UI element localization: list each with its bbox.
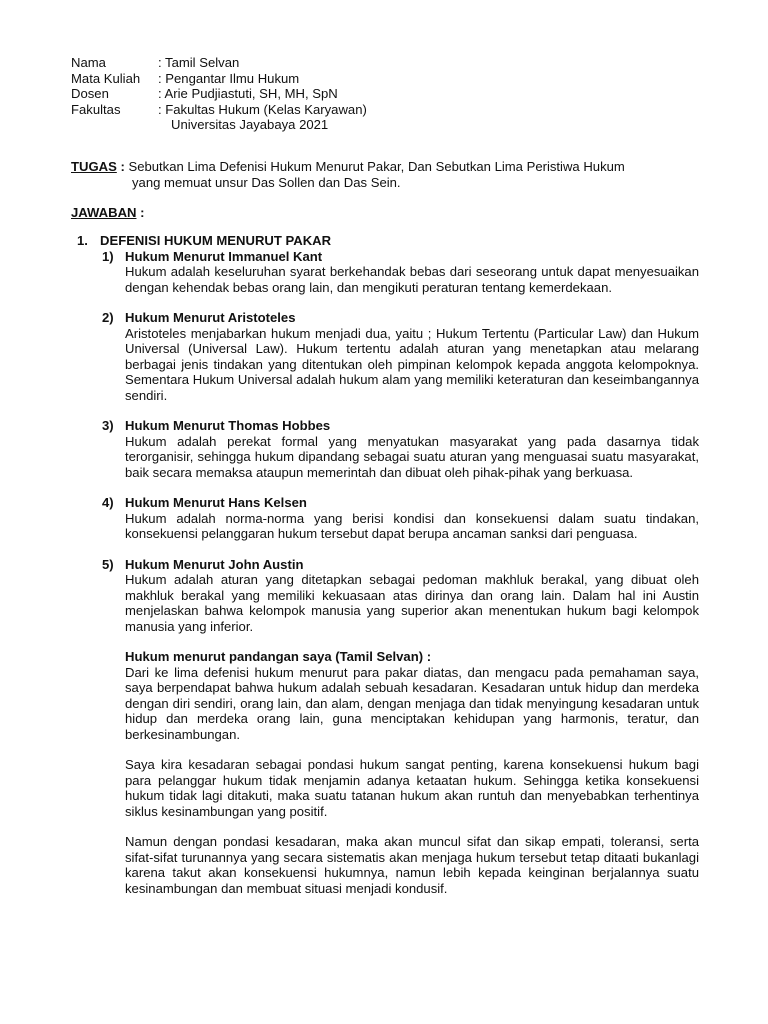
- definition-body: Hukum adalah norma-norma yang berisi kondisi dan konsekuensi dalam suatu tindakan, konsekuensi pelanggaran hukum tersebut dapat berupa ancaman sanksi dari penguasa.: [125, 510, 699, 541]
- definition-title: [102, 495, 697, 511]
- answer-label: JAWABAN: [71, 205, 137, 220]
- info-row-nama: [71, 55, 367, 71]
- definition-item: [102, 418, 697, 480]
- student-info: [71, 55, 367, 133]
- assignment-sep: :: [116, 159, 129, 174]
- assignment-text-2: yang memuat unsur Das Sollen dan Das Sein.: [132, 174, 401, 190]
- definition-title: [102, 310, 697, 326]
- section-title: DEFENISI HUKUM MENURUT PAKAR: [100, 233, 332, 248]
- definition-title: [102, 557, 697, 573]
- section-number: 1.: [77, 233, 88, 248]
- definition-item: [102, 557, 697, 635]
- info-row-mata-kuliah: [71, 71, 367, 87]
- answer-section: [77, 233, 697, 896]
- definition-number: 4): [102, 495, 114, 510]
- definition-number: 3): [102, 418, 114, 433]
- info-value: : Fakultas Hukum (Kelas Karyawan): [158, 101, 367, 117]
- definition-heading: Hukum Menurut Aristoteles: [125, 310, 296, 325]
- definition-body: Hukum adalah keseluruhan syarat berkehandak bebas dari seseorang untuk dapat menyesuaikan dengan kehendak bebas orang lain, dan mengikuti peraturan tentang kemerdekaan.: [125, 264, 699, 295]
- definition-heading: Hukum Menurut Hans Kelsen: [125, 495, 307, 510]
- definition-heading: Hukum Menurut John Austin: [125, 556, 304, 572]
- definition-title: [102, 249, 697, 265]
- assignment-label: TUGAS: [71, 159, 117, 174]
- definition-number: 5): [102, 556, 114, 572]
- definition-heading: Hukum Menurut Thomas Hobbes: [125, 418, 331, 433]
- info-label: Fakultas: [71, 101, 121, 117]
- definition-item: [102, 495, 697, 542]
- info-value: : Arie Pudjiastuti, SH, MH, SpN: [158, 86, 338, 101]
- info-row-fakultas: [71, 102, 367, 118]
- definition-number: 2): [102, 310, 114, 325]
- definition-number: 1): [102, 248, 114, 264]
- opinion-title: Hukum menurut pandangan saya (Tamil Selvan) :: [125, 649, 432, 664]
- definition-body: Hukum adalah perekat formal yang menyatukan masyarakat yang pada dasarnya tidak terorganisir, sehingga hukum dipandang sebagai suatu aturan yang menguasai suatu masyarakat, baik secara memaksa ataupun memerintah dan dibuat oleh pihak-pihak yang berkuasa.: [125, 433, 699, 480]
- definition-item: [102, 310, 697, 403]
- definition-body: Aristoteles menjabarkan hukum menjadi dua, yaitu ; Hukum Tertentu (Particular Law) dan Hukum Universal (Universal Law). Hukum tertentu adalah aturan yang menetapkan atau melarang berbagai jenis tindakan yang ditentukan oleh pimpinan kelompok kepada anggota kelompoknya. Sementara Hukum Universal adalah hukum alam yang memiliki keteraturan dan keseimbangannya sendiri.: [125, 325, 699, 403]
- definition-item: [102, 249, 697, 296]
- info-continuation: Universitas Jayabaya 2021: [171, 117, 329, 132]
- definition-body: Hukum adalah aturan yang ditetapkan sebagai pedoman makhluk berakal, yang dibuat oleh makhluk berakal yang memiliki kekuasaan atas dirinya dan orang lain. Dalam hal ini Austin menjelaskan bahwa kelompok manusia yang superior akan menentukan hukum bagi kelompok manusia yang inferior.: [125, 572, 699, 634]
- opinion-paragraph: Namun dengan pondasi kesadaran, maka akan muncul sifat dan sikap empati, toleransi, serta sifat-sifat turunannya yang secara sistematis akan menjaga hukum tersebut tetap ditaati bukanlagi karena takut akan konsekuensi hukumnya, namun lebih kepada keinginan berjalannya suatu kesinambungan dan membuat situasi menjadi kondusif.: [125, 834, 699, 896]
- assignment-text-1: Sebutkan Lima Defenisi Hukum Menurut Pakar, Dan Sebutkan Lima Peristiwa Hukum: [128, 159, 625, 174]
- section-heading: [77, 233, 697, 249]
- info-label: Mata Kuliah: [71, 70, 141, 86]
- answer-suffix: :: [136, 205, 145, 220]
- definition-title: [102, 418, 697, 434]
- info-label: Nama: [71, 55, 106, 70]
- opinion-paragraph: Dari ke lima defenisi hukum menurut para pakar diatas, dan mengacu pada pemahaman saya, saya berpendapat bahwa hukum adalah sebuah kesadaran. Kesadaran untuk hidup dan merdeka dengan diri sendiri, orang lain, dan alam, dengan menjaga dan tidak menyingung kesadaran untuk hidup dan merdeka orang lain, guna menciptakan kehidupan yang harmonis, teratur, dan berkesinambungan.: [125, 664, 699, 742]
- assignment: [71, 159, 711, 190]
- definition-heading: Hukum Menurut Immanuel Kant: [125, 248, 323, 264]
- opinion-paragraph: Saya kira kesadaran sebagai pondasi hukum sangat penting, karena konsekuensi hukum bagi para pelanggar hukum tidak menjamin adanya ketaatan hukum. Sehingga ketika konsekuensi hukum tidak lagi ditakuti, maka suatu tatanan hukum akan runtuh dan menyebabkan terhentinya siklus kesinambungan yang positif.: [125, 757, 699, 819]
- info-value: : Tamil Selvan: [158, 55, 240, 70]
- info-label: Dosen: [71, 86, 109, 101]
- info-value: : Pengantar Ilmu Hukum: [158, 70, 300, 86]
- answer-heading: [71, 205, 144, 221]
- assignment-line-1: [71, 159, 711, 175]
- info-row-dosen: [71, 86, 367, 102]
